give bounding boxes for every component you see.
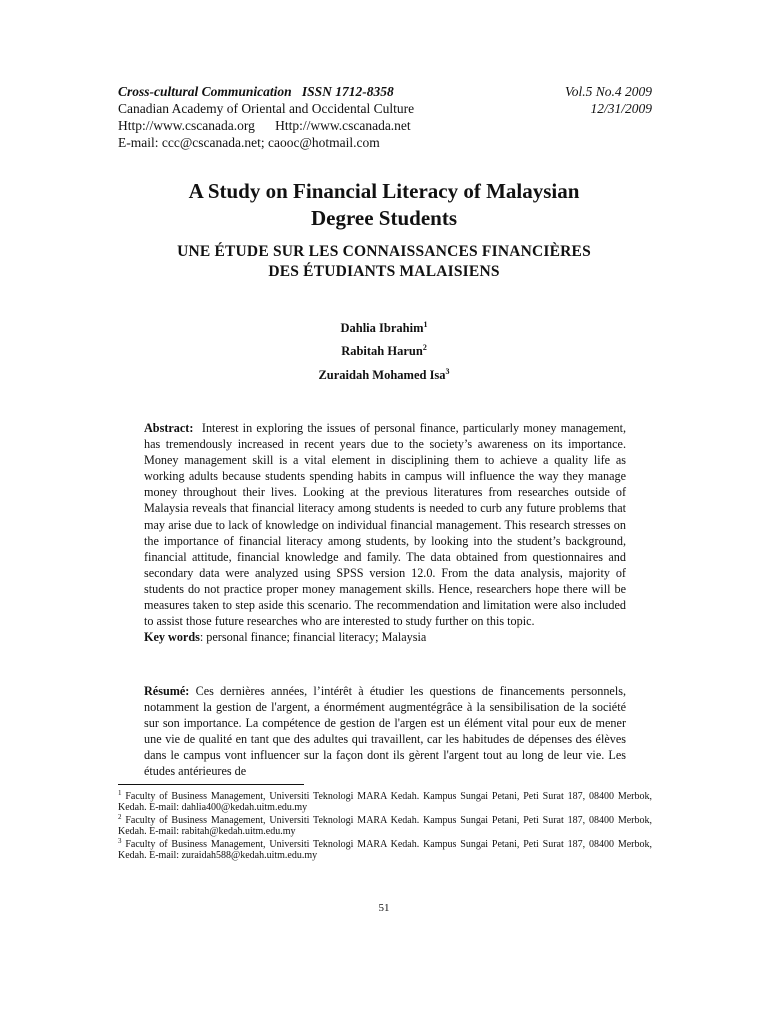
- resume-paragraph: [144, 683, 626, 780]
- url-org[interactable]: Http://www.cscanada.org: [118, 118, 255, 133]
- resume-text: Ces dernières années, l’intérêt à étudier les questions de financements personnels, notamment la gestion de l'argent, a énormément augmentégrâce à la sensibilisation de la société sur son importance. La compétence de gestion de l'argen est un élément vital pour eux de mener une vie de qualité en tant que des adultes qui travaillent, car les habitudes de dépenses des élèves dans le campus vont influencer sur la façon dont ils gèrent l'argent tout au long de leur vie. Les études antérieures de: [144, 684, 627, 779]
- subtitle-line-2: DES ÉTUDIANTS MALAISIENS: [268, 263, 500, 280]
- abstract-paragraph: [144, 420, 626, 629]
- footnote-2: $^2$ Faculty of Business Management, Universiti Teknologi MARA Kedah. Kampus Sungai Petani, Peti Surat 187, 08400 Merbok, Kedah. E-mail: rabitah@kedah.uitm.edu.my: [118, 813, 652, 837]
- abstract-label: Abstract:: [144, 421, 194, 435]
- footnote-divider: [118, 784, 304, 785]
- paper-title: [110, 178, 658, 232]
- subtitle-line-1: UNE ÉTUDE SUR LES CONNAISSANCES FINANCIÈRES: [177, 243, 591, 260]
- resume-section: [144, 683, 626, 780]
- resume-label: Résumé:: [144, 684, 190, 698]
- issue-date: 12/31/2009: [590, 101, 652, 116]
- abstract-section: [144, 420, 626, 645]
- page-number: 51: [378, 902, 390, 914]
- keywords-line: [144, 629, 626, 645]
- author-1: Dahlia Ibrahim$^1$: [340, 320, 428, 335]
- title-line-2: Degree Students: [310, 206, 457, 230]
- journal-header-line-4: [118, 135, 652, 151]
- url-net[interactable]: Http://www.cscanada.net: [275, 118, 411, 133]
- journal-header-line-1: [118, 84, 652, 100]
- publisher-name: Canadian Academy of Oriental and Occidental Culture: [118, 101, 415, 116]
- paper-subtitle-french: [110, 242, 658, 282]
- journal-volume: Vol.5 No.4 2009: [564, 84, 652, 99]
- keywords-label: Key words: [144, 630, 200, 645]
- footnote-3: $^3$ Faculty of Business Management, Universiti Teknologi MARA Kedah. Kampus Sungai Petani, Peti Surat 187, 08400 Merbok, Kedah. E-mail: zuraidah588@kedah.uitm.edu.my: [118, 837, 652, 861]
- journal-header-line-3: [118, 118, 652, 134]
- keywords-text: : personal finance; financial literacy; Malaysia: [199, 630, 427, 645]
- journal-name: Cross-cultural Communication ISSN 1712-8358: [118, 84, 394, 99]
- footnote-1: $^1$ Faculty of Business Management, Universiti Teknologi MARA Kedah. Kampus Sungai Petani, Peti Surat 187, 08400 Merbok, Kedah. E-mail: dahlia400@kedah.uitm.edu.my: [118, 789, 652, 813]
- contact-email: E-mail: ccc@cscanada.net; caooc@hotmail.com: [118, 135, 380, 150]
- abstract-text: Interest in exploring the issues of personal finance, particularly money management, has tremendously increased in recent years due to the society’s awareness on its importance. Money management skill is a vital element in disciplining them to achieve a quality life as working adults because students spending habits in campus will influence the way they manage money throughout their lives. Looking at the previous literatures from researches outside of Malaysia reveals that financial literacy among students is needed to curb any future problems that may arise due to lack of knowledge on individual financial management. This research stresses on the importance of financial literacy among students, by looking into the student’s background, financial attitude, financial knowledge and family. The data obtained from questionnaires and secondary data were analyzed using SPSS version 12.0. From the data analysis, majority of students do not practice proper money management skills. Hence, researchers hope there will be measures taken to step aside this scenario. The recommendation and limitation were also included to assist those future researches who are interested to study further on this topic.: [144, 421, 627, 629]
- journal-header-line-2: [118, 101, 652, 117]
- title-line-1: A Study on Financial Literacy of Malaysian: [188, 179, 580, 203]
- author-2: Rabitah Harun$^2$: [341, 343, 427, 358]
- publisher-urls: [118, 118, 411, 134]
- author-3: Zuraidah Mohamed Isa$^3$: [318, 367, 450, 382]
